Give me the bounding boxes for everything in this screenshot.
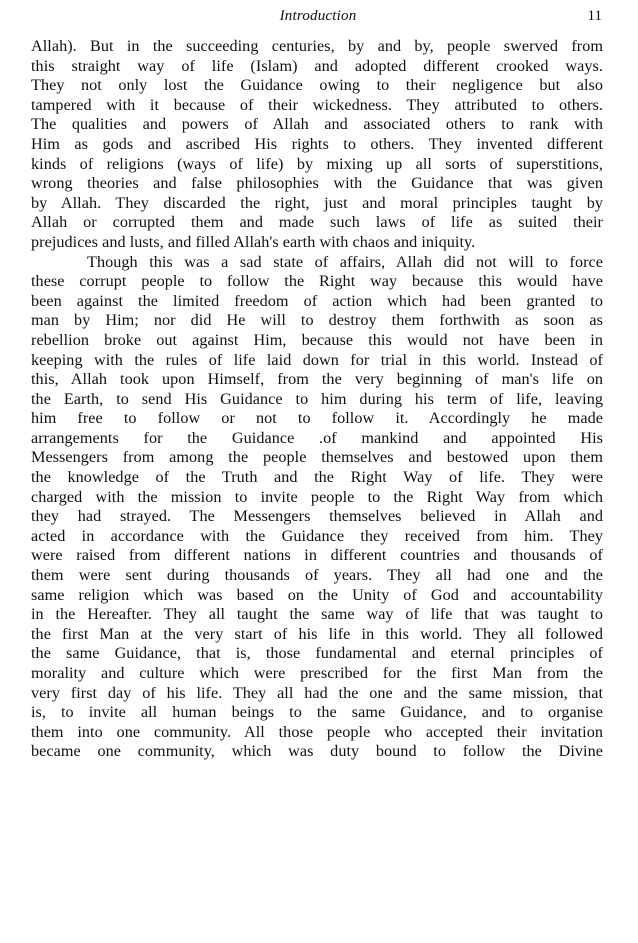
text-line: the first Man at the very start of his life in this world. They all followed — [31, 624, 603, 643]
text-line: charged with the mission to invite people to the Right Way from which — [31, 487, 603, 506]
text-line: became one community, which was duty bound to follow the Divine — [31, 742, 603, 761]
text-line: Though this was a sad state of affairs, Allah did not will to force — [87, 252, 603, 271]
text-line: were raised from different nations in different countries and thousands of — [31, 546, 603, 565]
running-header — [34, 8, 602, 30]
text-line: keeping with the rules of life laid down for trial in this world. Instead of — [31, 350, 603, 369]
text-line: is, to invite all human beings to the same Guidance, and to organise — [31, 703, 603, 722]
text-line: Him as gods and ascribed His rights to others. They invented different — [31, 134, 603, 153]
text-line: Allah). But in the succeeding centuries, by and by, people swerved from — [31, 37, 603, 55]
paragraph-1 — [31, 37, 603, 253]
page-number: 11 — [587, 8, 602, 24]
text-line: these corrupt people to follow the Right way because this would have — [31, 272, 603, 291]
text-line: morality and culture which were prescribed for the first Man from the — [31, 664, 603, 682]
text-line: rebellion broke out against Him, because this would not have been in — [31, 330, 603, 349]
text-line: the knowledge of the Truth and the Right Way of life. They were — [31, 468, 603, 487]
text-line: acted in accordance with the Guidance they received from him. They — [31, 526, 603, 545]
text-line: this straight way of life (Islam) and adopted different crooked ways. — [31, 56, 603, 75]
text-line: been against the limited freedom of action which had been granted to — [31, 291, 603, 310]
text-line: Messengers from among the people themselves and bestowed upon them — [31, 448, 603, 467]
text-line: them into one community. All those people who accepted their invitation — [31, 722, 603, 741]
text-line: tampered with it because of their wickedness. They attributed to others. — [31, 95, 603, 114]
paragraph-2 — [31, 253, 603, 762]
text-line: same religion which was based on the Unity of God and accountability — [31, 585, 603, 604]
text-line: man by Him; nor did He will to destroy them forthwith as soon as — [31, 311, 603, 330]
text-line: they had strayed. The Messengers themselves believed in Allah and — [31, 507, 603, 526]
text-line: the same Guidance, that is, those fundamental and eternal principles of — [31, 644, 603, 663]
text-line: arrangements for the Guidance .of mankind and appointed His — [31, 428, 603, 447]
text-line: Allah or corrupted them and made such laws of life as suited their — [31, 213, 603, 232]
text-line: them were sent during thousands of years. They all had one and the — [31, 566, 603, 585]
text-line: this, Allah took upon Himself, from the very beginning of man's life on — [31, 370, 603, 389]
body-text — [31, 37, 603, 762]
text-line: him free to follow or not to follow it. Accordingly he made — [31, 409, 603, 428]
text-line: very first day of his life. They all had the one and the same mission, that — [31, 683, 603, 702]
text-line: in the Hereafter. They all taught the same way of life that was taught to — [31, 605, 603, 624]
text-line: wrong theories and false philosophies with the Guidance that was given — [31, 174, 603, 193]
text-line: prejudices and lusts, and filled Allah's earth with chaos and iniquity. — [31, 232, 476, 251]
text-line: The qualities and powers of Allah and associated others to rank with — [31, 115, 603, 134]
text-line: by Allah. They discarded the right, just and moral principles taught by — [31, 193, 603, 212]
text-line: They not only lost the Guidance owing to their negligence but also — [31, 76, 603, 95]
chapter-title: Introduction — [279, 8, 357, 24]
text-line: kinds of religions (ways of life) by mixing up all sorts of superstitions, — [31, 154, 603, 173]
text-line: the Earth, to send His Guidance to him during his term of life, leaving — [31, 389, 603, 408]
